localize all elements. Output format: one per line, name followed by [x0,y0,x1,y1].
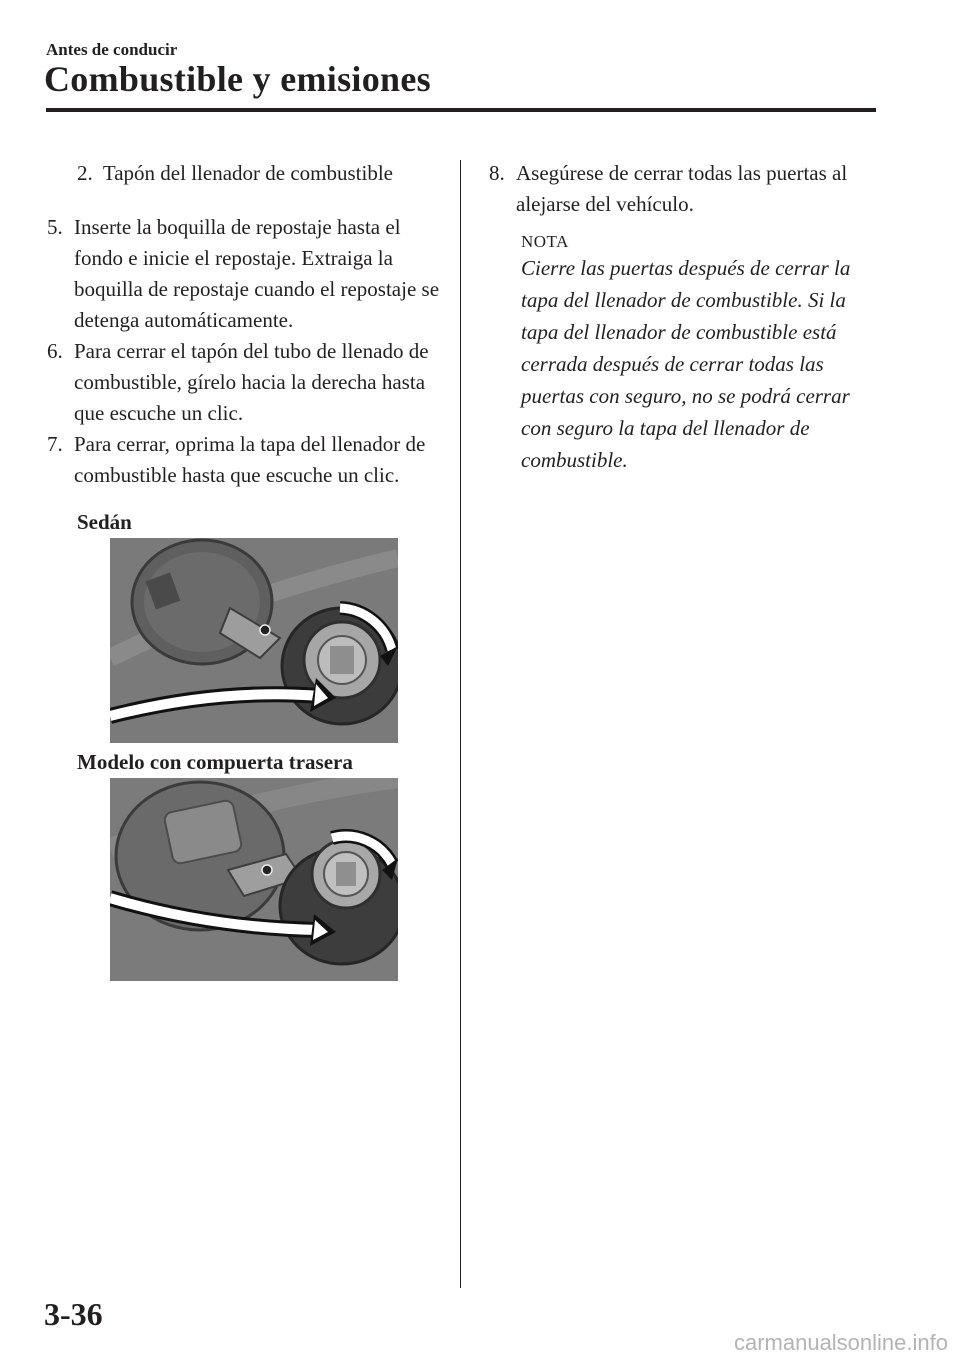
step-number: 6. [47,339,63,363]
note-text: Cierre las puertas después de cerrar la tapa del llenador de combustible. Si la tapa del llenador de combustible está cerrada después de cerrar todas las puertas con seguro, no se podrá cerrar con seguro la tapa del llenador de combustible. [521,256,851,472]
page-number: 3-36 [44,1296,103,1332]
page-title: Combustible y emisiones [44,59,431,99]
figure-heading-sedan: Sedán [77,510,132,534]
fuel-door-photo-sedan [110,538,398,743]
note-label: NOTA [521,232,569,251]
step-text: Inserte la boquilla de repostaje hasta el fondo e inicie el repostaje. Extraiga la boquilla de repostaje cuando el repostaje se detenga automáticamente. [74,215,440,332]
step-number: 5. [47,215,63,239]
section-label: Antes de conducir [46,40,178,59]
fuel-door-illustration-2 [110,778,398,981]
step-text-first-line: Asegúrese de cerrar todas las puertas al [516,161,848,185]
header-rule [46,108,876,112]
watermark: carmanualsonline.info [733,1330,948,1355]
step-number: 7. [47,432,63,456]
column-divider [460,160,461,1288]
step-number: 8. [489,161,505,185]
fuel-door-photo-liftgate [110,778,398,981]
step-text: Para cerrar, oprima la tapa del llenador de combustible hasta que escuche un clic. [74,432,426,487]
figure-heading-liftgate: Modelo con compuerta trasera [77,750,353,774]
step-text: Para cerrar el tapón del tubo de llenado de combustible, gírelo hacia la derecha hasta que escuche un clic. [74,339,429,425]
figure-caption-item-2: 2. Tapón del llenador de combustible [77,161,393,185]
fuel-door-illustration [110,538,398,743]
step-text-continuation: alejarse del vehículo. [516,192,694,216]
